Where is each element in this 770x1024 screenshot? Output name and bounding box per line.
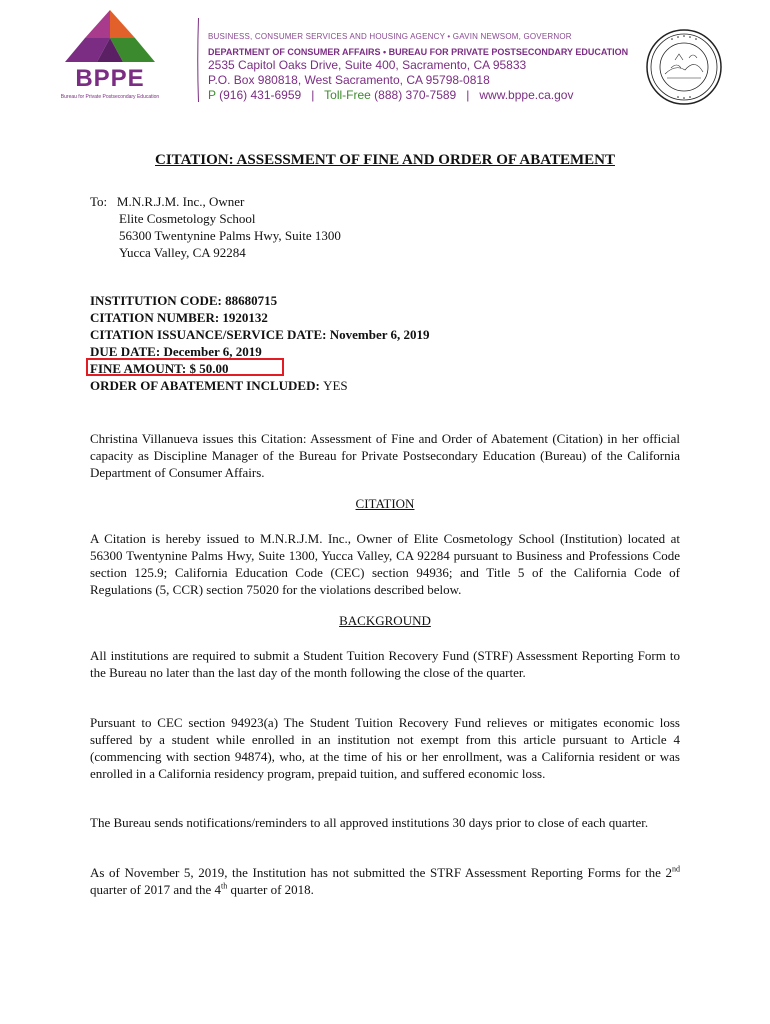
website-link[interactable]: www.bppe.ca.gov bbox=[479, 88, 574, 102]
citation-details bbox=[90, 292, 430, 394]
institution-code-label: INSTITUTION CODE: bbox=[90, 293, 222, 308]
issuance-date-row bbox=[90, 326, 430, 343]
abatement-label: ORDER OF ABATEMENT INCLUDED: bbox=[90, 378, 320, 393]
contact-line bbox=[208, 88, 628, 102]
recipient-city: Yucca Valley, CA 92284 bbox=[119, 245, 246, 260]
issuance-date-value: November 6, 2019 bbox=[329, 327, 430, 342]
citation-number-value: 1920132 bbox=[222, 310, 268, 325]
bppe-logo bbox=[60, 10, 160, 105]
address-line-2: P.O. Box 980818, West Sacramento, CA 95798-0818 bbox=[208, 73, 490, 87]
institution-code-row bbox=[90, 292, 430, 309]
california-seal bbox=[645, 28, 723, 106]
letterhead bbox=[208, 32, 628, 102]
background-paragraph-1: All institutions are required to submit a Student Tuition Recovery Fund (STRF) Assessment Reporting Form to the Bureau no later than the last day of the month following the close of the quarter. bbox=[90, 648, 680, 680]
citation-heading: CITATION bbox=[355, 496, 415, 511]
citation-number-label: CITATION NUMBER: bbox=[90, 310, 220, 325]
intro-paragraph: Christina Villanueva issues this Citation: Assessment of Fine and Order of Abatement (Citation) in her official capacity as Discipline Manager of the Bureau for Private Postsecondary Education (Bureau) of the California Department of Consumer Affairs. bbox=[90, 431, 680, 480]
fine-amount-value: $ 50.00 bbox=[189, 361, 229, 376]
institution-code-value: 88680715 bbox=[225, 293, 278, 308]
phone-label: P bbox=[208, 88, 216, 102]
background-paragraph-3: The Bureau sends notifications/reminders to all approved institutions 30 days prior to close of each quarter. bbox=[90, 815, 649, 830]
document-title: CITATION: ASSESSMENT OF FINE AND ORDER OF ABATEMENT bbox=[155, 152, 615, 168]
p4-part-1: As of November 5, 2019, the Institution has not submitted the STRF Assessment Reporting Forms for the 2 bbox=[90, 865, 672, 880]
p4-part-2: quarter of 2017 and the 4 bbox=[90, 882, 222, 897]
tollfree-label: Toll-Free bbox=[324, 88, 371, 102]
to-prefix: To: bbox=[90, 194, 108, 209]
recipient-school: Elite Cosmetology School bbox=[119, 211, 256, 226]
header-divider bbox=[197, 18, 200, 102]
p4-superscript-1: nd bbox=[672, 864, 680, 874]
separator: | bbox=[466, 88, 470, 102]
tollfree-number: (888) 370-7589 bbox=[374, 88, 457, 102]
logo-wordmark: BPPE bbox=[75, 65, 145, 92]
p4-part-3: quarter of 2018. bbox=[227, 882, 314, 897]
citation-paragraph: A Citation is hereby issued to M.N.R.J.M. Inc., Owner of Elite Cosmetology School (Institution) located at 56300 Twentynine Palms Hwy, Suite 1300, Yucca Valley, CA 92284 pursuant to Business and Professions Code section 125.9; California Education Code (CEC) section 94936; and Title 5 of the California Code of Regulations (5, CCR) section 75020 for the violations described below. bbox=[90, 531, 680, 597]
abatement-value: YES bbox=[323, 378, 348, 393]
agency-line: BUSINESS, CONSUMER SERVICES AND HOUSING AGENCY • GAVIN NEWSOM, GOVERNOR bbox=[208, 32, 572, 41]
issuance-date-label: CITATION ISSUANCE/SERVICE DATE: bbox=[90, 327, 327, 342]
state-seal-icon bbox=[645, 28, 723, 106]
background-paragraph-4 bbox=[90, 864, 680, 898]
abatement-row bbox=[90, 377, 430, 394]
fine-amount-highlight bbox=[86, 358, 284, 376]
recipient-owner: M.N.R.J.M. Inc., Owner bbox=[116, 194, 245, 209]
due-date-value: December 6, 2019 bbox=[163, 344, 262, 359]
recipient-street: 56300 Twentynine Palms Hwy, Suite 1300 bbox=[119, 228, 341, 243]
citation-number-row bbox=[90, 309, 430, 326]
fine-amount-label: FINE AMOUNT: bbox=[90, 361, 187, 376]
logo-subtitle: Bureau for Private Postsecondary Education bbox=[60, 94, 160, 100]
p4-superscript-2: th bbox=[221, 881, 228, 891]
background-paragraph-2: Pursuant to CEC section 94923(a) The Student Tuition Recovery Fund relieves or mitigates economic loss suffered by a student while enrolled in an institution not exempt from this article pursuant to Article 4 (commencing with section 94874), who, at the time of his or her enrollment, was a California resident or was enrolled in a California residency program, prepaid tuition, and suffered economic loss. bbox=[90, 715, 680, 781]
phone-number: (916) 431-6959 bbox=[219, 88, 302, 102]
separator: | bbox=[311, 88, 315, 102]
department-line: DEPARTMENT OF CONSUMER AFFAIRS • BUREAU FOR PRIVATE POSTSECONDARY EDUCATION bbox=[208, 47, 629, 57]
background-heading: BACKGROUND bbox=[339, 613, 431, 628]
bppe-logo-icon bbox=[60, 10, 160, 66]
due-date-label: DUE DATE: bbox=[90, 344, 161, 359]
recipient-address bbox=[90, 193, 341, 261]
address-line-1: 2535 Capitol Oaks Drive, Suite 400, Sacramento, CA 95833 bbox=[208, 58, 527, 72]
recipient-line-1 bbox=[90, 193, 341, 210]
